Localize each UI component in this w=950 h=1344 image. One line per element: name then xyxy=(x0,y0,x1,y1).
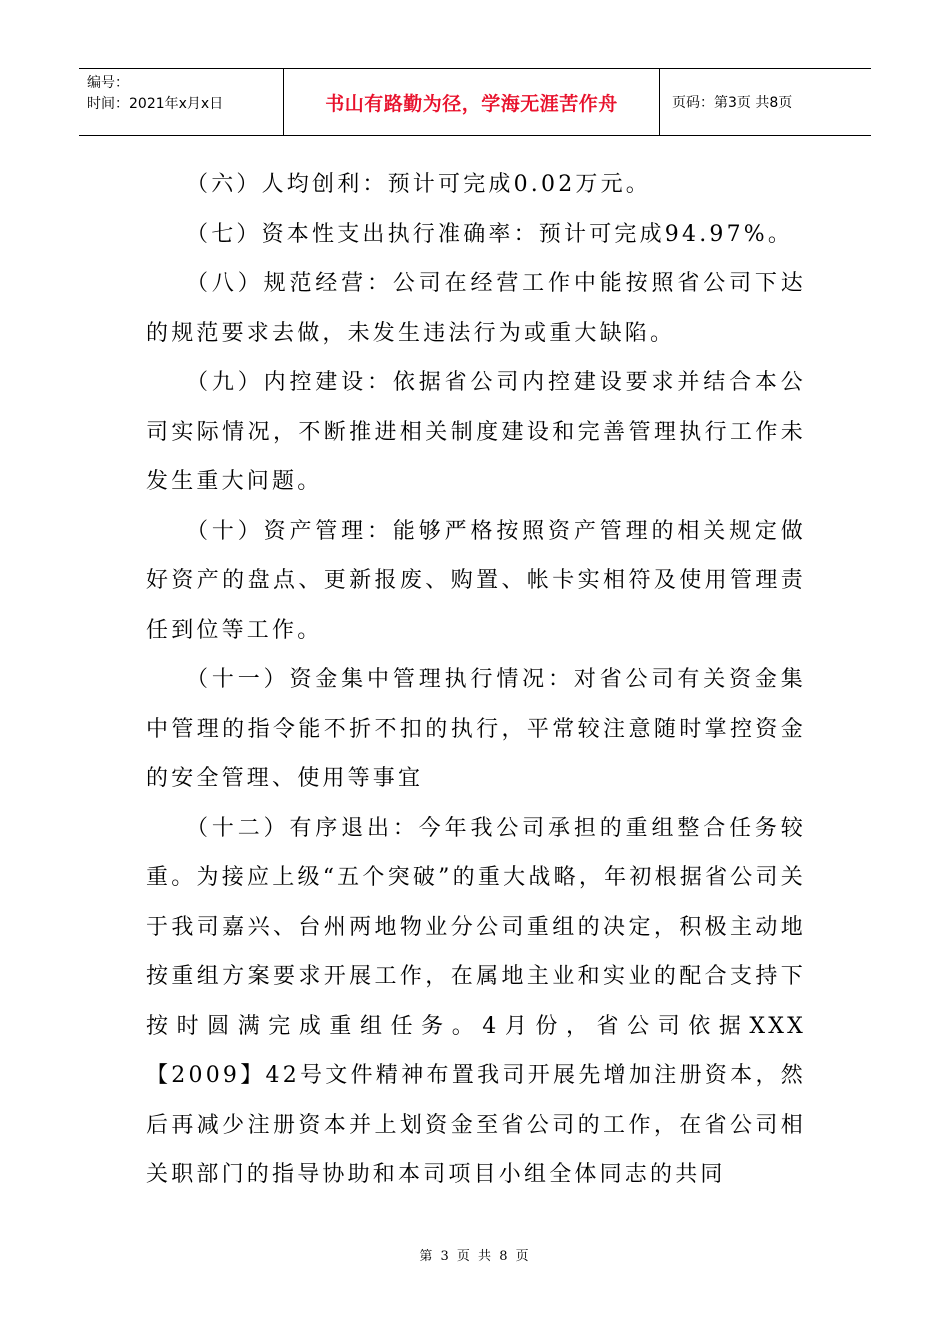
page-footer xyxy=(0,1245,950,1264)
header-motto: 书山有路勤为径，学海无涯苦作舟 xyxy=(325,92,618,115)
page-header xyxy=(79,68,871,136)
paragraph: （七）资本性支出执行准确率：预计可完成94.97%。 xyxy=(186,221,794,247)
paragraph: （十二）有序退出：今年我公司承担的重组整合任务较重。为接应上级“五个突破”的重大战略，年初根据省公司关于我司嘉兴、台州两地物业分公司重组的决定，积极主动地按重组方案要求开展工作，在属地主业和实业的配合支持下按时圆满完成重组任务。4月份，省公司依据XXX【2009】42号文件精神布置我司开展先增加注册资本，然后再减少注册资本并上划资金至省公司的工作，在省公司相关职部门的指导协助和本司项目小组全体同志的共同 xyxy=(146,815,806,1187)
footer-page-number: 第 3 页 共 8 页 xyxy=(419,1249,531,1264)
paragraph: （六）人均创利：预计可完成0.02万元。 xyxy=(186,172,651,197)
header-page-info: 页码：第3页 共8页 xyxy=(672,95,793,111)
paragraph: （九）内控建设：依据省公司内控建设要求并结合本公司实际情况，不断推进相关制度建设和完善管理执行工作未发生重大问题。 xyxy=(146,370,806,494)
header-meta-cell xyxy=(79,69,284,135)
paragraph: （十）资产管理：能够严格按照资产管理的相关规定做好资产的盘点、更新报废、购置、帐卡实相符及使用管理责任到位等工作。 xyxy=(146,518,806,643)
header-motto-cell xyxy=(284,69,660,135)
document-code-label: 编号： xyxy=(87,75,129,91)
document-date-label: 时间：2021年x月x日 xyxy=(87,96,224,112)
paragraph: （十一）资金集中管理执行情况：对省公司有关资金集中管理的指令能不折不扣的执行，平常较注意随时掌控资金的安全管理、使用等事宜 xyxy=(146,667,806,791)
paragraph: （八）规范经营：公司在经营工作中能按照省公司下达的规范要求去做，未发生违法行为或重大缺陷。 xyxy=(146,271,806,346)
document-body xyxy=(146,160,806,1200)
header-page-cell xyxy=(660,69,871,135)
